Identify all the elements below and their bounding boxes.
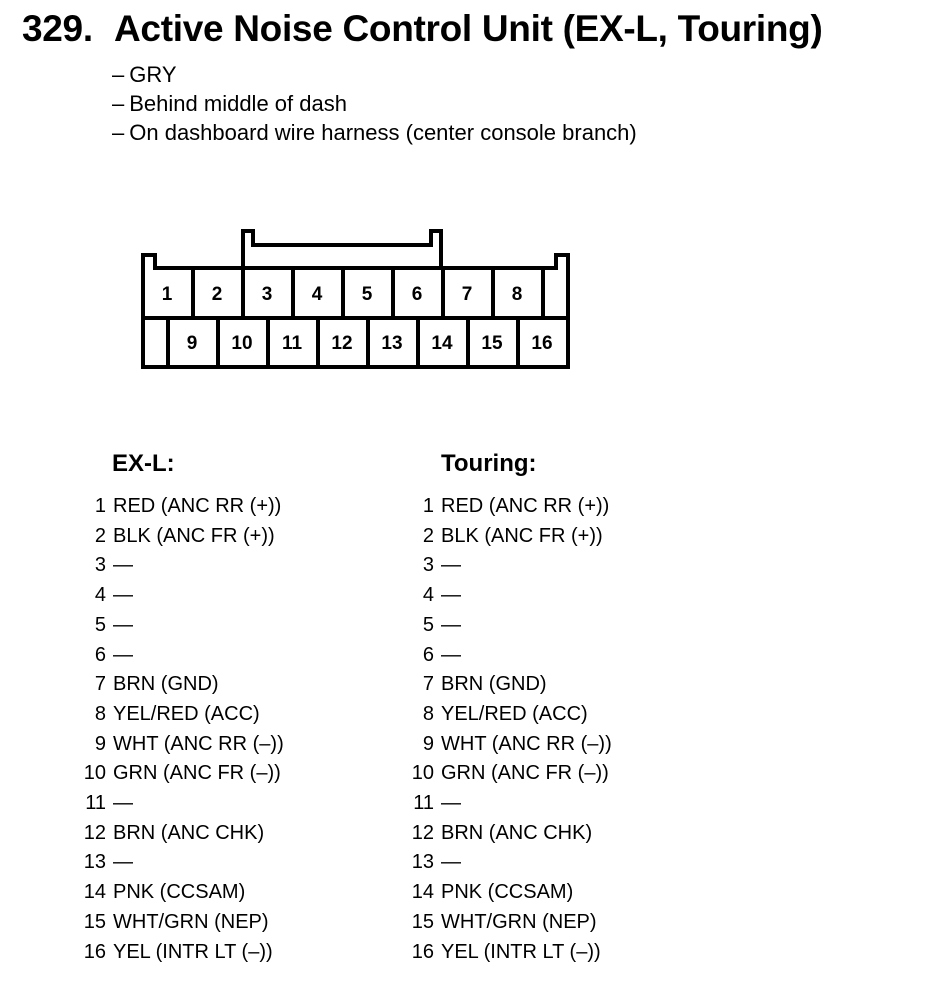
pin-number: 15: [83, 910, 106, 933]
pin-number: 13: [83, 851, 106, 874]
pin-description: BRN (GND): [113, 673, 219, 696]
exl-pin-row: [80, 700, 284, 730]
pin-number: 5: [422, 613, 434, 636]
pin-description: PNK (CCSAM): [441, 881, 574, 904]
pin-description: GRN (ANC FR (–)): [441, 762, 609, 785]
pin-description: —: [441, 643, 461, 666]
pin-number: 16: [411, 940, 434, 963]
connector-pin-label: 14: [431, 333, 453, 354]
exl-heading: EX-L:: [112, 450, 175, 477]
pin-number: 12: [411, 821, 434, 844]
touring-pin-row: [408, 938, 612, 968]
pin-description: YEL (INTR LT (–)): [441, 940, 601, 963]
pin-description: —: [441, 554, 461, 577]
exl-pin-row: [80, 908, 284, 938]
note-harness: – On dashboard wire harness (center console branch): [112, 120, 637, 145]
connector-pin-label: 7: [461, 284, 473, 305]
pin-description: RED (ANC RR (+)): [441, 495, 610, 517]
touring-pin-row: [408, 759, 612, 789]
touring-pin-row: [408, 848, 612, 878]
exl-pin-row: [80, 819, 284, 849]
exl-pin-row: [80, 522, 284, 552]
connector-pin-label: 4: [311, 284, 323, 305]
connector-pin-label: 2: [211, 284, 223, 305]
exl-pin-row: [80, 551, 284, 581]
connector-diagram: [0, 0, 928, 440]
pin-number: 7: [422, 673, 434, 696]
pin-number: 4: [94, 584, 106, 607]
connector-outline: [143, 255, 568, 367]
connector-pin-label: 11: [281, 333, 303, 354]
touring-pin-row: [408, 611, 612, 641]
pin-number: 2: [94, 524, 106, 547]
touring-pin-row: [408, 581, 612, 611]
pin-description: YEL/RED (ACC): [441, 702, 588, 725]
pin-description: RED (ANC RR (+)): [113, 495, 282, 517]
pin-description: —: [441, 792, 461, 815]
exl-pin-row: [80, 759, 284, 789]
pin-description: BLK (ANC FR (+)): [441, 524, 603, 547]
pin-description: WHT (ANC RR (–)): [113, 732, 284, 755]
exl-pin-list: [80, 492, 284, 967]
pin-number: 14: [411, 881, 434, 904]
touring-heading: Touring:: [441, 450, 537, 477]
pin-description: BRN (ANC CHK): [441, 821, 593, 844]
exl-pin-row: [80, 611, 284, 641]
connector-pin-label: 9: [186, 333, 198, 354]
pin-number: 3: [94, 554, 106, 577]
pin-number: 8: [94, 702, 106, 725]
pin-number: 13: [411, 851, 434, 874]
pin-number: 5: [94, 613, 106, 636]
pin-number: 11: [85, 792, 106, 815]
connector-pin-label: 5: [361, 284, 373, 305]
connector-pin-label: 8: [511, 284, 523, 305]
touring-pin-row: [408, 819, 612, 849]
pin-number: 6: [422, 643, 434, 666]
exl-pin-row: [80, 848, 284, 878]
pin-description: —: [441, 613, 461, 636]
connector-pin-label: 3: [261, 284, 273, 305]
touring-pin-row: [408, 730, 612, 760]
touring-pin-row: [408, 522, 612, 552]
exl-pin-row: [80, 789, 284, 819]
connector-pin-label: 6: [411, 284, 423, 305]
note-color: – GRY: [112, 62, 177, 87]
touring-pin-row: [408, 492, 612, 522]
touring-pin-list: [408, 492, 612, 967]
pin-number: 14: [83, 881, 106, 904]
touring-pin-row: [408, 700, 612, 730]
pin-number: 11: [413, 792, 434, 815]
pin-number: 2: [422, 524, 434, 547]
pin-description: BRN (GND): [441, 673, 547, 696]
pin-number: 9: [422, 732, 434, 755]
connector-lock-tab: [243, 231, 441, 268]
pin-description: —: [441, 584, 461, 607]
pin-number: 8: [422, 702, 434, 725]
pin-number: 7: [94, 673, 106, 696]
exl-pin-row: [80, 730, 284, 760]
pin-description: —: [113, 613, 133, 636]
pin-number: 1: [94, 495, 106, 517]
exl-pin-row: [80, 492, 284, 522]
pin-description: BRN (ANC CHK): [113, 821, 265, 844]
touring-pin-row: [408, 551, 612, 581]
pin-description: —: [113, 584, 133, 607]
pin-number: 16: [83, 940, 106, 963]
exl-pin-row: [80, 938, 284, 968]
connector-pin-label: 15: [481, 333, 503, 354]
connector-pin-label: 10: [231, 333, 253, 354]
pin-description: GRN (ANC FR (–)): [113, 762, 281, 785]
pin-number: 1: [422, 495, 434, 517]
touring-pin-row: [408, 878, 612, 908]
exl-pin-row: [80, 670, 284, 700]
exl-pin-row: [80, 641, 284, 671]
touring-pin-row: [408, 908, 612, 938]
exl-pin-row: [80, 878, 284, 908]
connector-pin-label: 1: [161, 284, 173, 305]
pin-description: WHT/GRN (NEP): [441, 910, 597, 933]
pin-description: —: [113, 554, 133, 577]
connector-pin-label: 13: [381, 333, 403, 354]
pin-number: 3: [422, 554, 434, 577]
pin-description: YEL (INTR LT (–)): [113, 940, 273, 963]
pin-number: 6: [94, 643, 106, 666]
title-text: Active Noise Control Unit (EX-L, Touring): [114, 8, 823, 49]
touring-pin-row: [408, 670, 612, 700]
pin-description: BLK (ANC FR (+)): [113, 524, 275, 547]
pin-number: 9: [94, 732, 106, 755]
title-number: 329.: [22, 8, 93, 49]
pin-description: WHT/GRN (NEP): [113, 910, 269, 933]
note-location: – Behind middle of dash: [112, 91, 347, 116]
pin-description: —: [441, 851, 461, 874]
pin-number: 12: [83, 821, 106, 844]
pin-number: 10: [411, 762, 434, 785]
pin-description: WHT (ANC RR (–)): [441, 732, 612, 755]
pin-number: 15: [411, 910, 434, 933]
connector-pin-label: 12: [331, 333, 353, 354]
connector-pin-label: 16: [531, 333, 553, 354]
pin-description: —: [113, 851, 133, 874]
pin-description: —: [113, 643, 133, 666]
pin-number: 10: [83, 762, 106, 785]
pin-description: —: [113, 792, 133, 815]
touring-pin-row: [408, 641, 612, 671]
pin-number: 4: [422, 584, 434, 607]
pin-description: PNK (CCSAM): [113, 881, 246, 904]
pin-description: YEL/RED (ACC): [113, 702, 260, 725]
exl-pin-row: [80, 581, 284, 611]
touring-pin-row: [408, 789, 612, 819]
